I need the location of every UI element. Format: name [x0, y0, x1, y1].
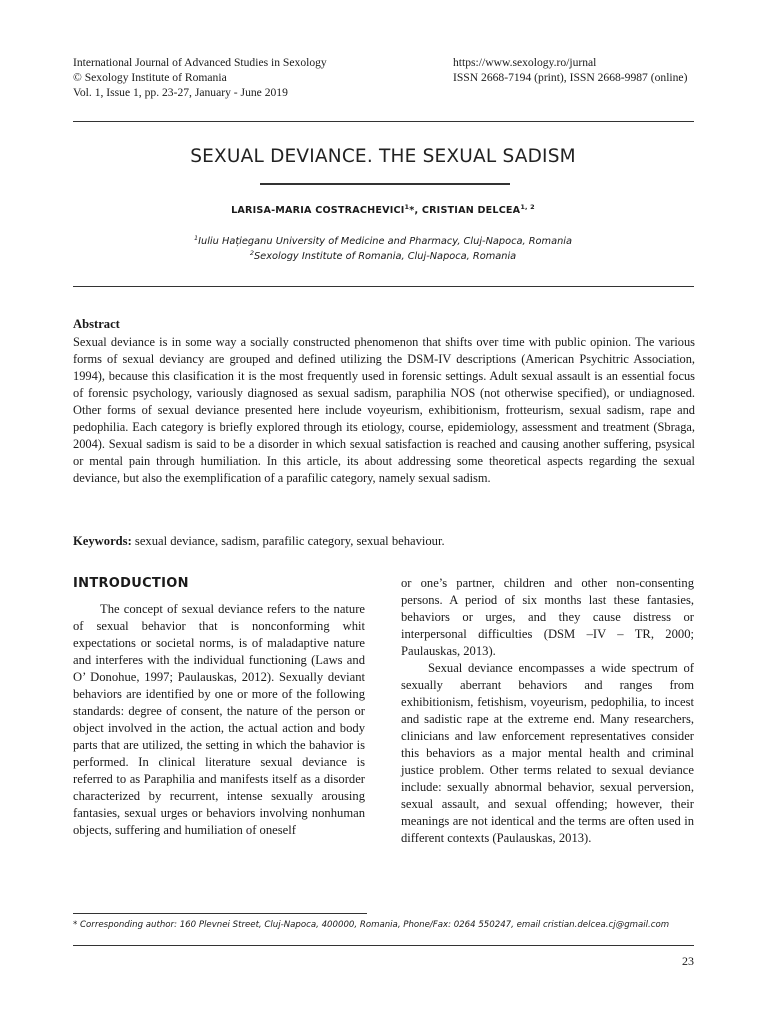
author-affil-mark: 1: [404, 203, 410, 211]
affiliation: [73, 236, 693, 247]
issn-line: ISSN 2668-7194 (print), ISSN 2668-9987 (online): [453, 71, 688, 84]
footnote-rule: [73, 913, 367, 914]
affiliation-text: Iuliu Hațieganu University of Medicine and Pharmacy, Cluj-Napoca, Romania: [198, 236, 573, 247]
volume-line: Vol. 1, Issue 1, pp. 23-27, January - June 2019: [73, 86, 288, 99]
article-title: SEXUAL DEVIANCE. THE SEXUAL SADISM: [190, 146, 576, 167]
header-rule: [73, 121, 694, 122]
journal-url[interactable]: https://www.sexology.ro/jurnal: [453, 56, 597, 69]
journal-header-right: [453, 55, 703, 85]
keywords-text: sexual deviance, sadism, parafilic category, sexual behaviour.: [131, 534, 445, 548]
keywords-line: [73, 533, 695, 550]
footer-rule: [73, 945, 694, 946]
abstract-text: Sexual deviance is in some way a socially constructed phenomenon that shifts over time with public opinion. The various forms of sexual deviancy are grouped and defined utilizing the DSM-IV descriptions (American Psychitric Association, 1994), because this clasification it is the most frequently used in forensic settings. Adult sexual assault is an essential focus of forensic psychology, variously diagnosed as sexual sadism, paraphilia NOS (not otherwise specified), or undiagnosed. Other forms of sexual deviance presented here include voyeurism, exhibitionism, frotteurism, sexual sadism, rape and pedophilia. Each category is briefly explored through its etiology, course, epidemiology, assessment and treatment (Sbraga, 2004). Sexual sadism is said to be a disorder in which sexual satisfaction is reached and causing another suffering, psysical or mental pain through humiliation. In this article, its about addressing some theoretical aspects regarding the sexual deviance, but also the exemplification of a parafilic category, namely sexual sadism.: [73, 335, 695, 485]
author-list: [73, 205, 693, 216]
affiliation-mark: 1: [193, 234, 199, 242]
author-name: LARISA-MARIA COSTRACHEVICI: [231, 205, 405, 216]
intro-paragraph-continued: or one’s partner, children and other non-consenting persons. A period of six months last these fantasies, behaviors or urges, and they cause distress or interpersonal difficulties (DSM –IV – TR, 2000; Paulauskas, 2013).: [401, 576, 694, 658]
corresponding-author-footnote: * Corresponding author: 160 Plevnei Street, Cluj-Napoca, 400000, Romania, Phone/Fax: 0264 550247, email cristian.delcea.cj@gmail.com: [73, 920, 670, 930]
author-separator: *,: [409, 205, 422, 216]
journal-name: International Journal of Advanced Studies in Sexology: [73, 56, 327, 69]
abstract-heading: Abstract: [73, 317, 120, 331]
title-underline: [260, 183, 510, 185]
section-heading-introduction: INTRODUCTION: [73, 576, 189, 591]
intro-paragraph-right: Sexual deviance encompasses a wide spectrum of sexually aberrant behaviors and ranges from exhibitionism, fetishism, voyeurism, pedophilia, to incest and sadistic rape at the extreme end. Many researchers, clinicians and law enforcement representatives consider this behaviors as a major mental health and criminal justice problem. Other terms related to sexual deviance include: sexually abnormal behavior, sexual perversion, sexual assault, and sexual offending; however, their meanings are not identical and the terms are often used in different contexts (Paulauskas, 2013).: [401, 661, 694, 845]
affiliation: [73, 251, 693, 262]
author-affil-mark: 1, 2: [520, 203, 535, 211]
intro-paragraph-left: The concept of sexual deviance refers to the nature of sexual behavior that is nonconforming whit expectations or societal norms, is of maladaptive nature and interferes with the individual functioning (Laws and O’ Donohue, 1997; Paulauskas, 2012). Sexually deviant behaviors are identified by one or more of the following standards: degree of consent, the nature of the person or object involved in the action, the actual action and body parts that are utilized, the setting in which the bahavior is performed. In clinical literature sexual deviance is referred to as Paraphilia and manifests itself as a disorder characterized by recurrent, intense sexually arousing fantasies, sexual urges or behaviors involving nonhuman objects, suffering and humiliation of oneself: [73, 602, 365, 837]
affiliation-mark: 2: [249, 249, 254, 257]
publisher-line: © Sexology Institute of Romania: [73, 71, 227, 84]
affiliation-text: Sexology Institute of Romania, Cluj-Napoca, Romania: [253, 251, 517, 262]
page-number: 23: [682, 954, 694, 968]
intro-column-right: [401, 575, 694, 847]
title-block-rule: [73, 286, 694, 287]
journal-header-left: [73, 55, 443, 100]
keywords-label: Keywords:: [73, 534, 132, 548]
author-name: CRISTIAN DELCEA: [421, 205, 521, 216]
